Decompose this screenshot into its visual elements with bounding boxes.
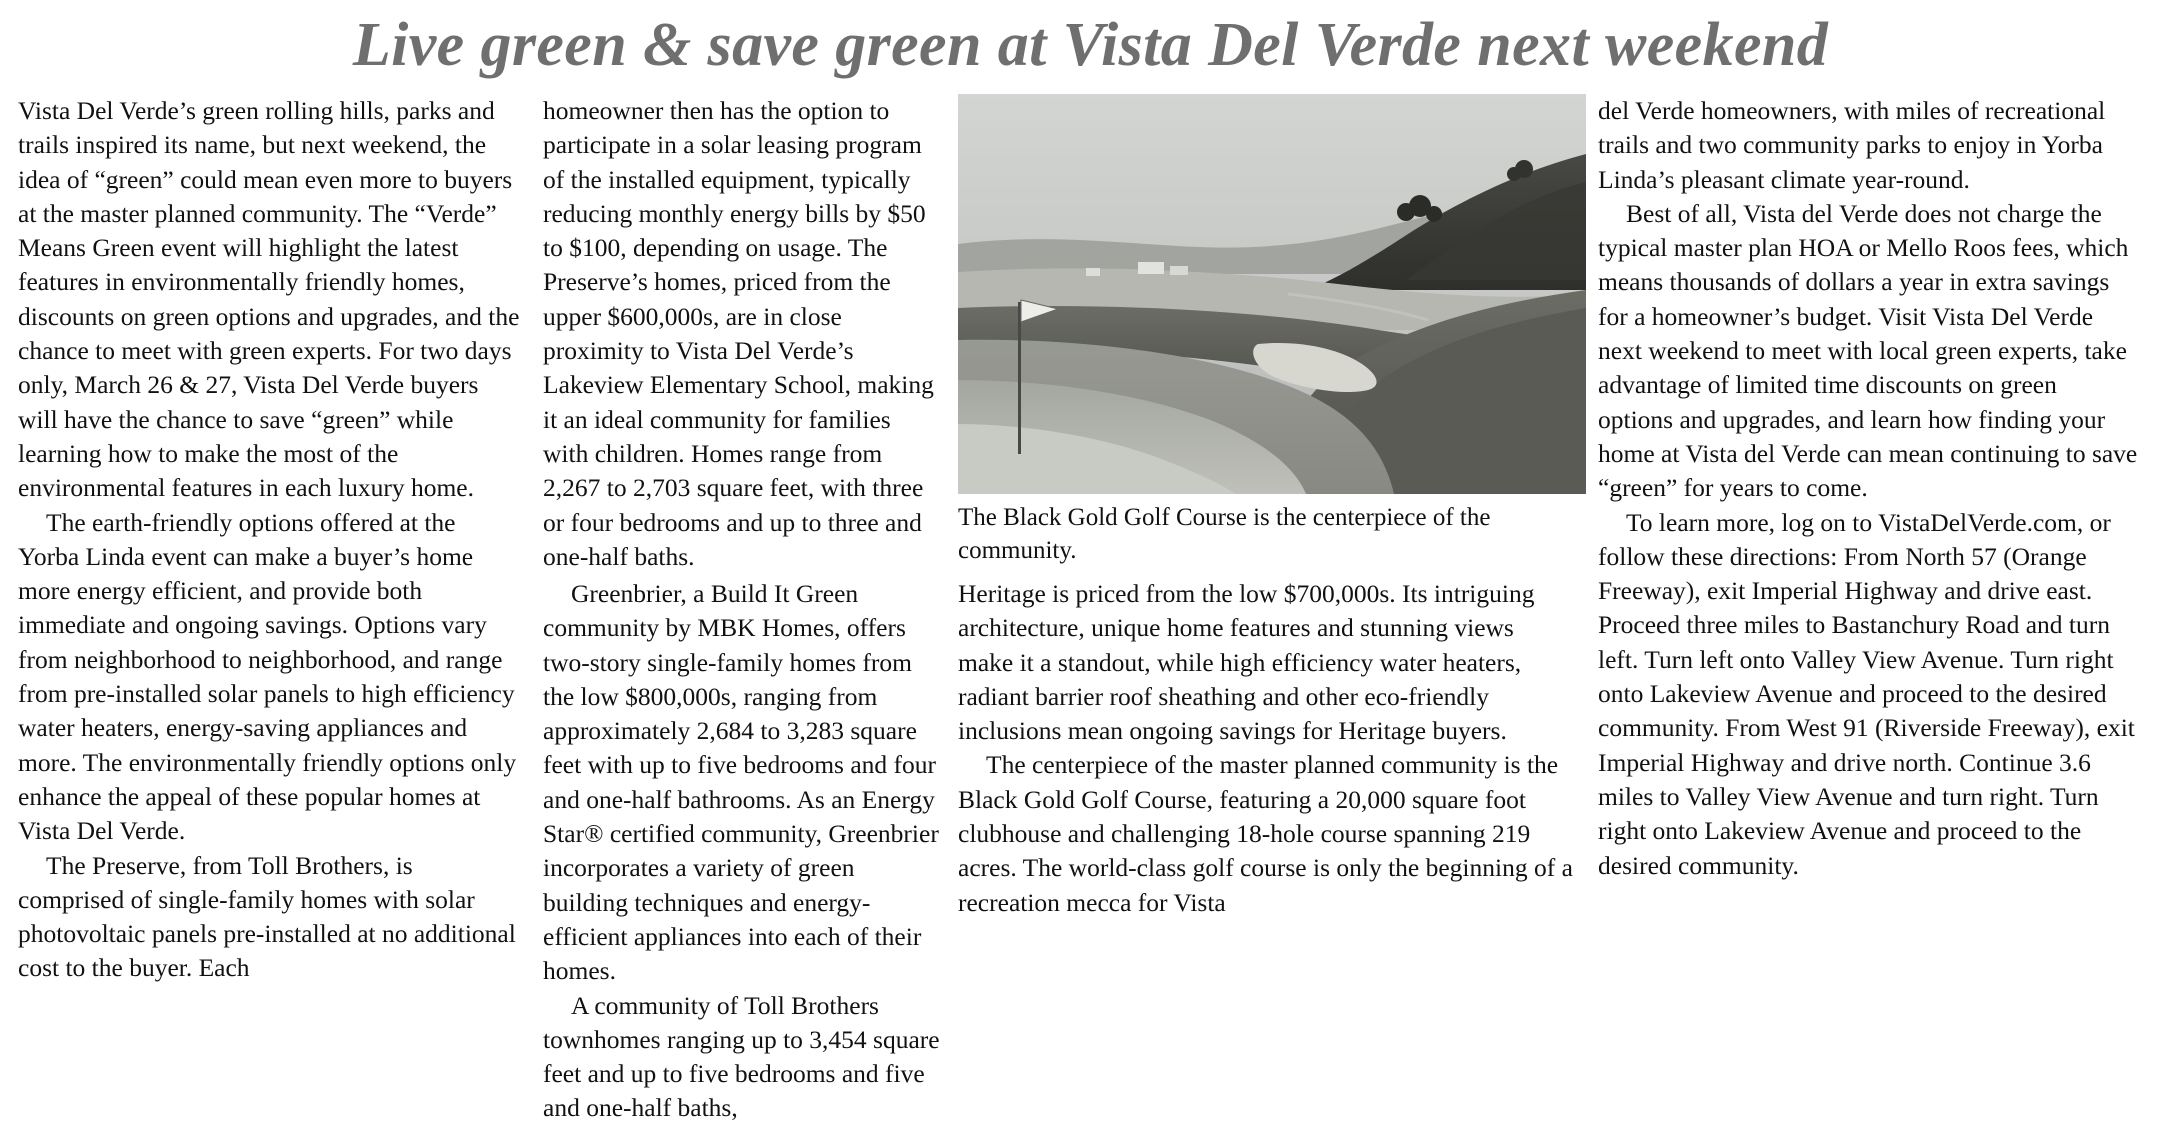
paragraph: homeowner then has the option to participate in a solar leasing program of the installed equipment, typically reducing monthly energy bills by $50 to $100, depending on usage. The Preserve’s homes, priced from the upper $600,000s, are in close proximity to Vista Del Verde’s Lakeview Elementary School, making it an ideal community for families with children. Homes range from 2,267 to 2,703 square feet, with three or four bedrooms and up to three and one-half baths. <box>543 96 934 571</box>
article-column-4 <box>1598 94 2138 883</box>
paragraph: Vista Del Verde’s green rolling hills, parks and trails inspired its name, but next weekend, the idea of “green” could mean even more to buyers at the master planned community. The “Verde” Means Green event will highlight the latest features in environmentally friendly homes, discounts on green options and upgrades, and the chance to meet with green experts. For two days only, March 26 & 27, Vista Del Verde buyers will have the chance to save “green” while learning how to make the most of the environmental features in each luxury home. <box>18 96 520 503</box>
paragraph: The Preserve, from Toll Brothers, is comprised of single-family homes with solar photovoltaic panels pre-installed at no additional cost to the buyer. Each <box>18 850 516 983</box>
article-column-1 <box>18 94 543 986</box>
article-middle-block <box>543 94 1598 1126</box>
article-photo <box>958 94 1586 494</box>
article-columns <box>18 94 2163 1126</box>
lower-text-row <box>543 577 1598 1126</box>
paragraph: To learn more, log on to VistaDelVerde.com, or follow these directions: From North 57 (Orange Freeway), exit Imperial Highway and drive east. Proceed three miles to Bastanchury Road and turn left. Turn left onto Valley View Avenue. Turn right onto Lakeview Avenue and proceed to the desired community. From West 91 (Riverside Freeway), exit Imperial Highway and drive north. Continue 3.6 miles to Valley View Avenue and turn right. Turn right onto Lakeview Avenue and proceed to the desired community. <box>1598 507 2135 880</box>
photo-caption: The Black Gold Golf Course is the centerpiece of the community. <box>958 504 1491 564</box>
paragraph: del Verde homeowners, with miles of recreational trails and two community parks to enjoy in Yorba Linda’s pleasant climate year-round. <box>1598 96 2106 194</box>
photo-block <box>958 94 1598 577</box>
paragraph: The centerpiece of the master planned community is the Black Gold Golf Course, featuring a 20,000 square foot clubhouse and challenging 18-hole course spanning 219 acres. The world-class golf course is only the beginning of a recreation mecca for Vista <box>958 750 1573 917</box>
golf-course-photo-graphic <box>958 94 1586 494</box>
paragraph: Heritage is priced from the low $700,000s. Its intriguing architecture, unique home features and stunning views make it a standout, while high efficiency water heaters, radiant barrier roof sheathing and other eco-friendly inclusions mean ongoing savings for Heritage buyers. <box>958 579 1535 746</box>
photo-and-text-row <box>543 94 1598 577</box>
article-column-2-top <box>543 94 958 574</box>
page-title: Live green & save green at Vista Del Verde next weekend <box>352 11 1829 79</box>
paragraph: The earth-friendly options offered at the Yorba Linda event can make a buyer’s home more energy efficient, and provide both immediate and ongoing savings. Options vary from neighborhood to neighborhood, and range from pre-installed solar panels to high efficiency water heaters, energy-saving appliances and more. The environmentally friendly options only enhance the appeal of these popular homes at Vista Del Verde. <box>18 507 517 846</box>
article-column-3 <box>958 577 1598 920</box>
paragraph: A community of Toll Brothers townhomes ranging up to 3,454 square feet and up to five bedrooms and five and one-half baths, <box>543 990 940 1123</box>
article-column-2-bottom <box>543 577 958 1126</box>
paragraph: Best of all, Vista del Verde does not charge the typical master plan HOA or Mello Roos fees, which means thousands of dollars a year in extra savings for a homeowner’s budget. Visit Vista Del Verde next weekend to meet with local green experts, take advantage of limited time discounts on green options and upgrades, and learn how finding your home at Vista del Verde can mean continuing to save “green” for years to come. <box>1598 198 2138 503</box>
paragraph: Greenbrier, a Build It Green community by MBK Homes, offers two-story single-family homes from the low $800,000s, ranging from approximately 2,684 to 3,283 square feet with up to five bedrooms and four and one-half bathrooms. As an Energy Star® certified community, Greenbrier incorporates a variety of green building techniques and energy-efficient appliances into each of their homes. <box>543 579 939 986</box>
article-page <box>0 11 2181 1123</box>
